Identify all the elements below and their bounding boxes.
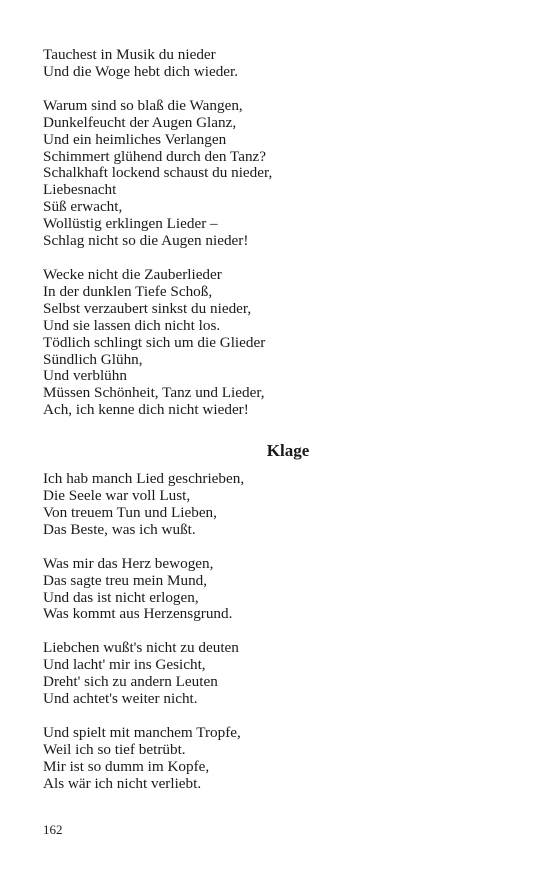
verse-line: Süß erwacht, — [43, 198, 123, 216]
verse-line: Und lacht' mir ins Gesicht, — [43, 656, 206, 674]
verse-line: Und verblühn — [43, 367, 127, 385]
page-number: 162 — [43, 822, 63, 837]
verse-line: Tödlich schlingt sich um die Glieder — [43, 333, 266, 351]
verse-line: Mir ist so dumm im Kopfe, — [43, 757, 210, 775]
stanza — [43, 267, 513, 419]
verse-line: In der dunklen Tiefe Schoß, — [43, 282, 213, 300]
stanza — [43, 556, 513, 624]
page-body — [43, 47, 513, 810]
verse-line: Und ein heimliches Verlangen — [43, 130, 227, 148]
verse-line: Weil ich so tief betrübt. — [43, 740, 186, 758]
verse-line: Tauchest in Musik du nieder — [43, 46, 216, 63]
verse-line: Wollüstig erklingen Lieder – — [43, 215, 218, 233]
verse-line: Warum sind so blaß die Wangen, — [43, 96, 243, 114]
verse-line: Das sagte treu mein Mund, — [43, 571, 208, 589]
verse-line: Liebchen wußt's nicht zu deuten — [43, 639, 239, 657]
verse-line: Das Beste, was ich wußt. — [43, 520, 196, 538]
verse-line: Was kommt aus Herzensgrund. — [43, 605, 233, 623]
verse-line: Sündlich Glühn, — [43, 350, 143, 368]
poem-title: Klage — [266, 441, 310, 461]
verse-line: Schimmert glühend durch den Tanz? — [43, 147, 267, 165]
stanza — [43, 725, 513, 793]
verse-line: Von treuem Tun und Lieben, — [43, 503, 217, 521]
verse-line: Müssen Schönheit, Tanz und Lieder, — [43, 384, 265, 402]
verse-line: Und die Woge hebt dich wieder. — [43, 62, 239, 80]
verse-line: Und sie lassen dich nicht los. — [43, 316, 221, 334]
verse-line: Was mir das Herz bewogen, — [43, 554, 214, 572]
verse-line: Als wär ich nicht verliebt. — [43, 774, 202, 792]
verse-line: Ach, ich kenne dich nicht wieder! — [43, 401, 249, 419]
verse-line: Dunkelfeucht der Augen Glanz, — [43, 113, 237, 131]
verse-line: Wecke nicht die Zauberlieder — [43, 265, 222, 283]
poem-klage — [43, 471, 513, 793]
verse-line: Und spielt mit manchem Tropfe, — [43, 724, 241, 741]
verse-line: Selbst verzaubert sinkst du nieder, — [43, 299, 252, 317]
verse-line: Ich hab manch Lied geschrieben, — [43, 470, 245, 488]
poem-continued — [43, 47, 513, 419]
verse-line: Dreht' sich zu andern Leuten — [43, 673, 218, 691]
verse-line: Schalkhaft lockend schaust du nieder, — [43, 164, 273, 182]
verse-line: Und achtet's weiter nicht. — [43, 690, 198, 708]
stanza — [43, 640, 513, 708]
verse-line: Schlag nicht so die Augen nieder! — [43, 232, 249, 250]
verse-line: Liebesnacht — [43, 181, 117, 199]
stanza — [43, 47, 513, 81]
stanza — [43, 471, 513, 539]
verse-line: Und das ist nicht erlogen, — [43, 588, 199, 606]
verse-line: Die Seele war voll Lust, — [43, 487, 191, 505]
stanza — [43, 98, 513, 250]
